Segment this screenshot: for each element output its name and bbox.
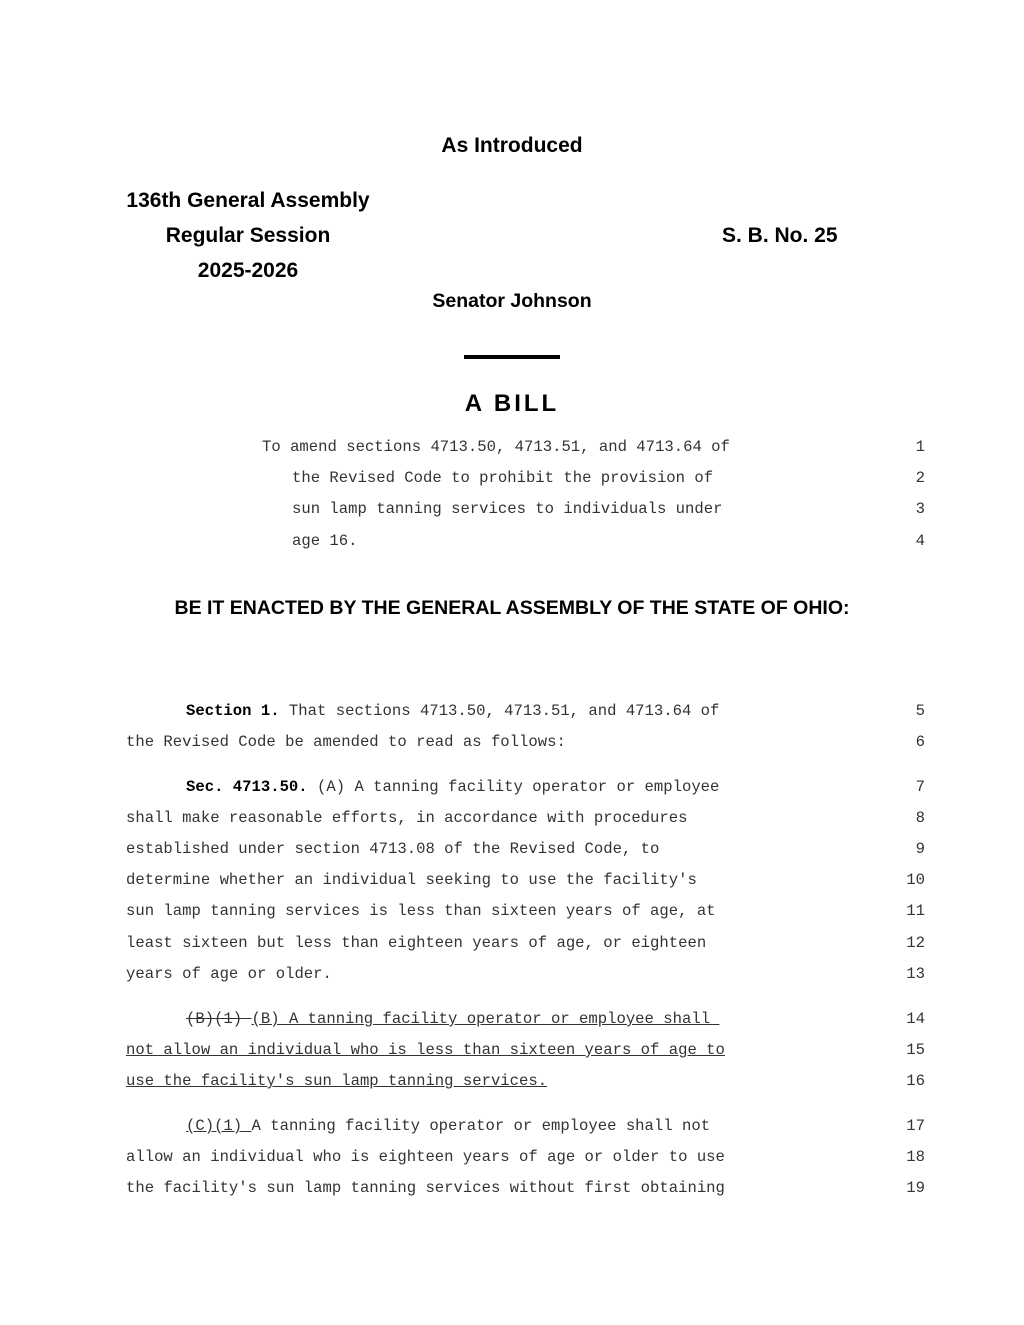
line-number: 15 bbox=[906, 1041, 925, 1059]
line-number: 13 bbox=[906, 965, 925, 983]
line-number: 2 bbox=[915, 469, 925, 487]
line-number: 19 bbox=[906, 1179, 925, 1197]
section-line bbox=[186, 778, 719, 796]
section-text: (A) A tanning facility operator or employee bbox=[307, 778, 720, 796]
line-number: 11 bbox=[906, 902, 925, 920]
line-number: 18 bbox=[906, 1148, 925, 1166]
section-line: shall make reasonable efforts, in accordance with procedures bbox=[126, 809, 688, 827]
section-line: sun lamp tanning services is less than sixteen years of age, at bbox=[126, 902, 716, 920]
section-line bbox=[186, 702, 719, 720]
line-number: 10 bbox=[906, 871, 925, 889]
inserted-text: (B) A tanning facility operator or employee shall bbox=[251, 1010, 720, 1028]
section-label: Section 1. bbox=[186, 702, 280, 720]
inserted-text: use the facility's sun lamp tanning services. bbox=[126, 1072, 548, 1090]
line-number: 6 bbox=[915, 733, 925, 751]
section-line: the Revised Code be amended to read as follows: bbox=[126, 733, 566, 751]
section-line: established under section 4713.08 of the Revised Code, to bbox=[126, 840, 660, 858]
title-line: To amend sections 4713.50, 4713.51, and 4713.64 of bbox=[262, 438, 730, 456]
section-line bbox=[186, 1010, 719, 1028]
section-line: determine whether an individual seeking to use the facility's bbox=[126, 871, 697, 889]
title-line: the Revised Code to prohibit the provision of bbox=[292, 469, 714, 487]
line-number: 16 bbox=[906, 1072, 925, 1090]
general-assembly: 136th General Assembly bbox=[126, 189, 370, 212]
bill-sponsor: Senator Johnson bbox=[432, 290, 592, 312]
section-line: years of age or older. bbox=[126, 965, 332, 983]
line-number: 8 bbox=[915, 809, 925, 827]
line-number: 1 bbox=[915, 438, 925, 456]
bill-number: S. B. No. 25 bbox=[722, 224, 838, 247]
line-number: 5 bbox=[915, 702, 925, 720]
title-line: age 16. bbox=[292, 532, 358, 550]
bill-status: As Introduced bbox=[441, 134, 583, 157]
line-number: 9 bbox=[915, 840, 925, 858]
inserted-text: not allow an individual who is less than sixteen years of age to bbox=[126, 1041, 725, 1059]
line-number: 17 bbox=[906, 1117, 925, 1135]
struck-text: (B)(1) bbox=[186, 1010, 252, 1028]
section-label: Sec. 4713.50. bbox=[186, 778, 308, 796]
section-line: the facility's sun lamp tanning services without first obtaining bbox=[126, 1179, 725, 1197]
session-type: Regular Session bbox=[165, 224, 331, 247]
line-number: 4 bbox=[915, 532, 925, 550]
enacting-clause: BE IT ENACTED BY THE GENERAL ASSEMBLY OF THE STATE OF OHIO: bbox=[174, 597, 850, 619]
title-line: sun lamp tanning services to individuals under bbox=[292, 500, 723, 518]
line-number: 3 bbox=[915, 500, 925, 518]
inserted-text: (C)(1) bbox=[186, 1117, 252, 1135]
bill-heading: A BILL bbox=[464, 390, 560, 417]
section-line bbox=[186, 1117, 710, 1135]
section-line: allow an individual who is eighteen years of age or older to use bbox=[126, 1148, 725, 1166]
title-divider bbox=[464, 355, 560, 359]
line-number: 7 bbox=[915, 778, 925, 796]
section-text: That sections 4713.50, 4713.51, and 4713.64 of bbox=[279, 702, 720, 720]
section-line: least sixteen but less than eighteen years of age, or eighteen bbox=[126, 934, 707, 952]
session-years: 2025-2026 bbox=[197, 259, 299, 282]
line-number: 14 bbox=[906, 1010, 925, 1028]
section-text: A tanning facility operator or employee shall not bbox=[251, 1117, 711, 1135]
line-number: 12 bbox=[906, 934, 925, 952]
